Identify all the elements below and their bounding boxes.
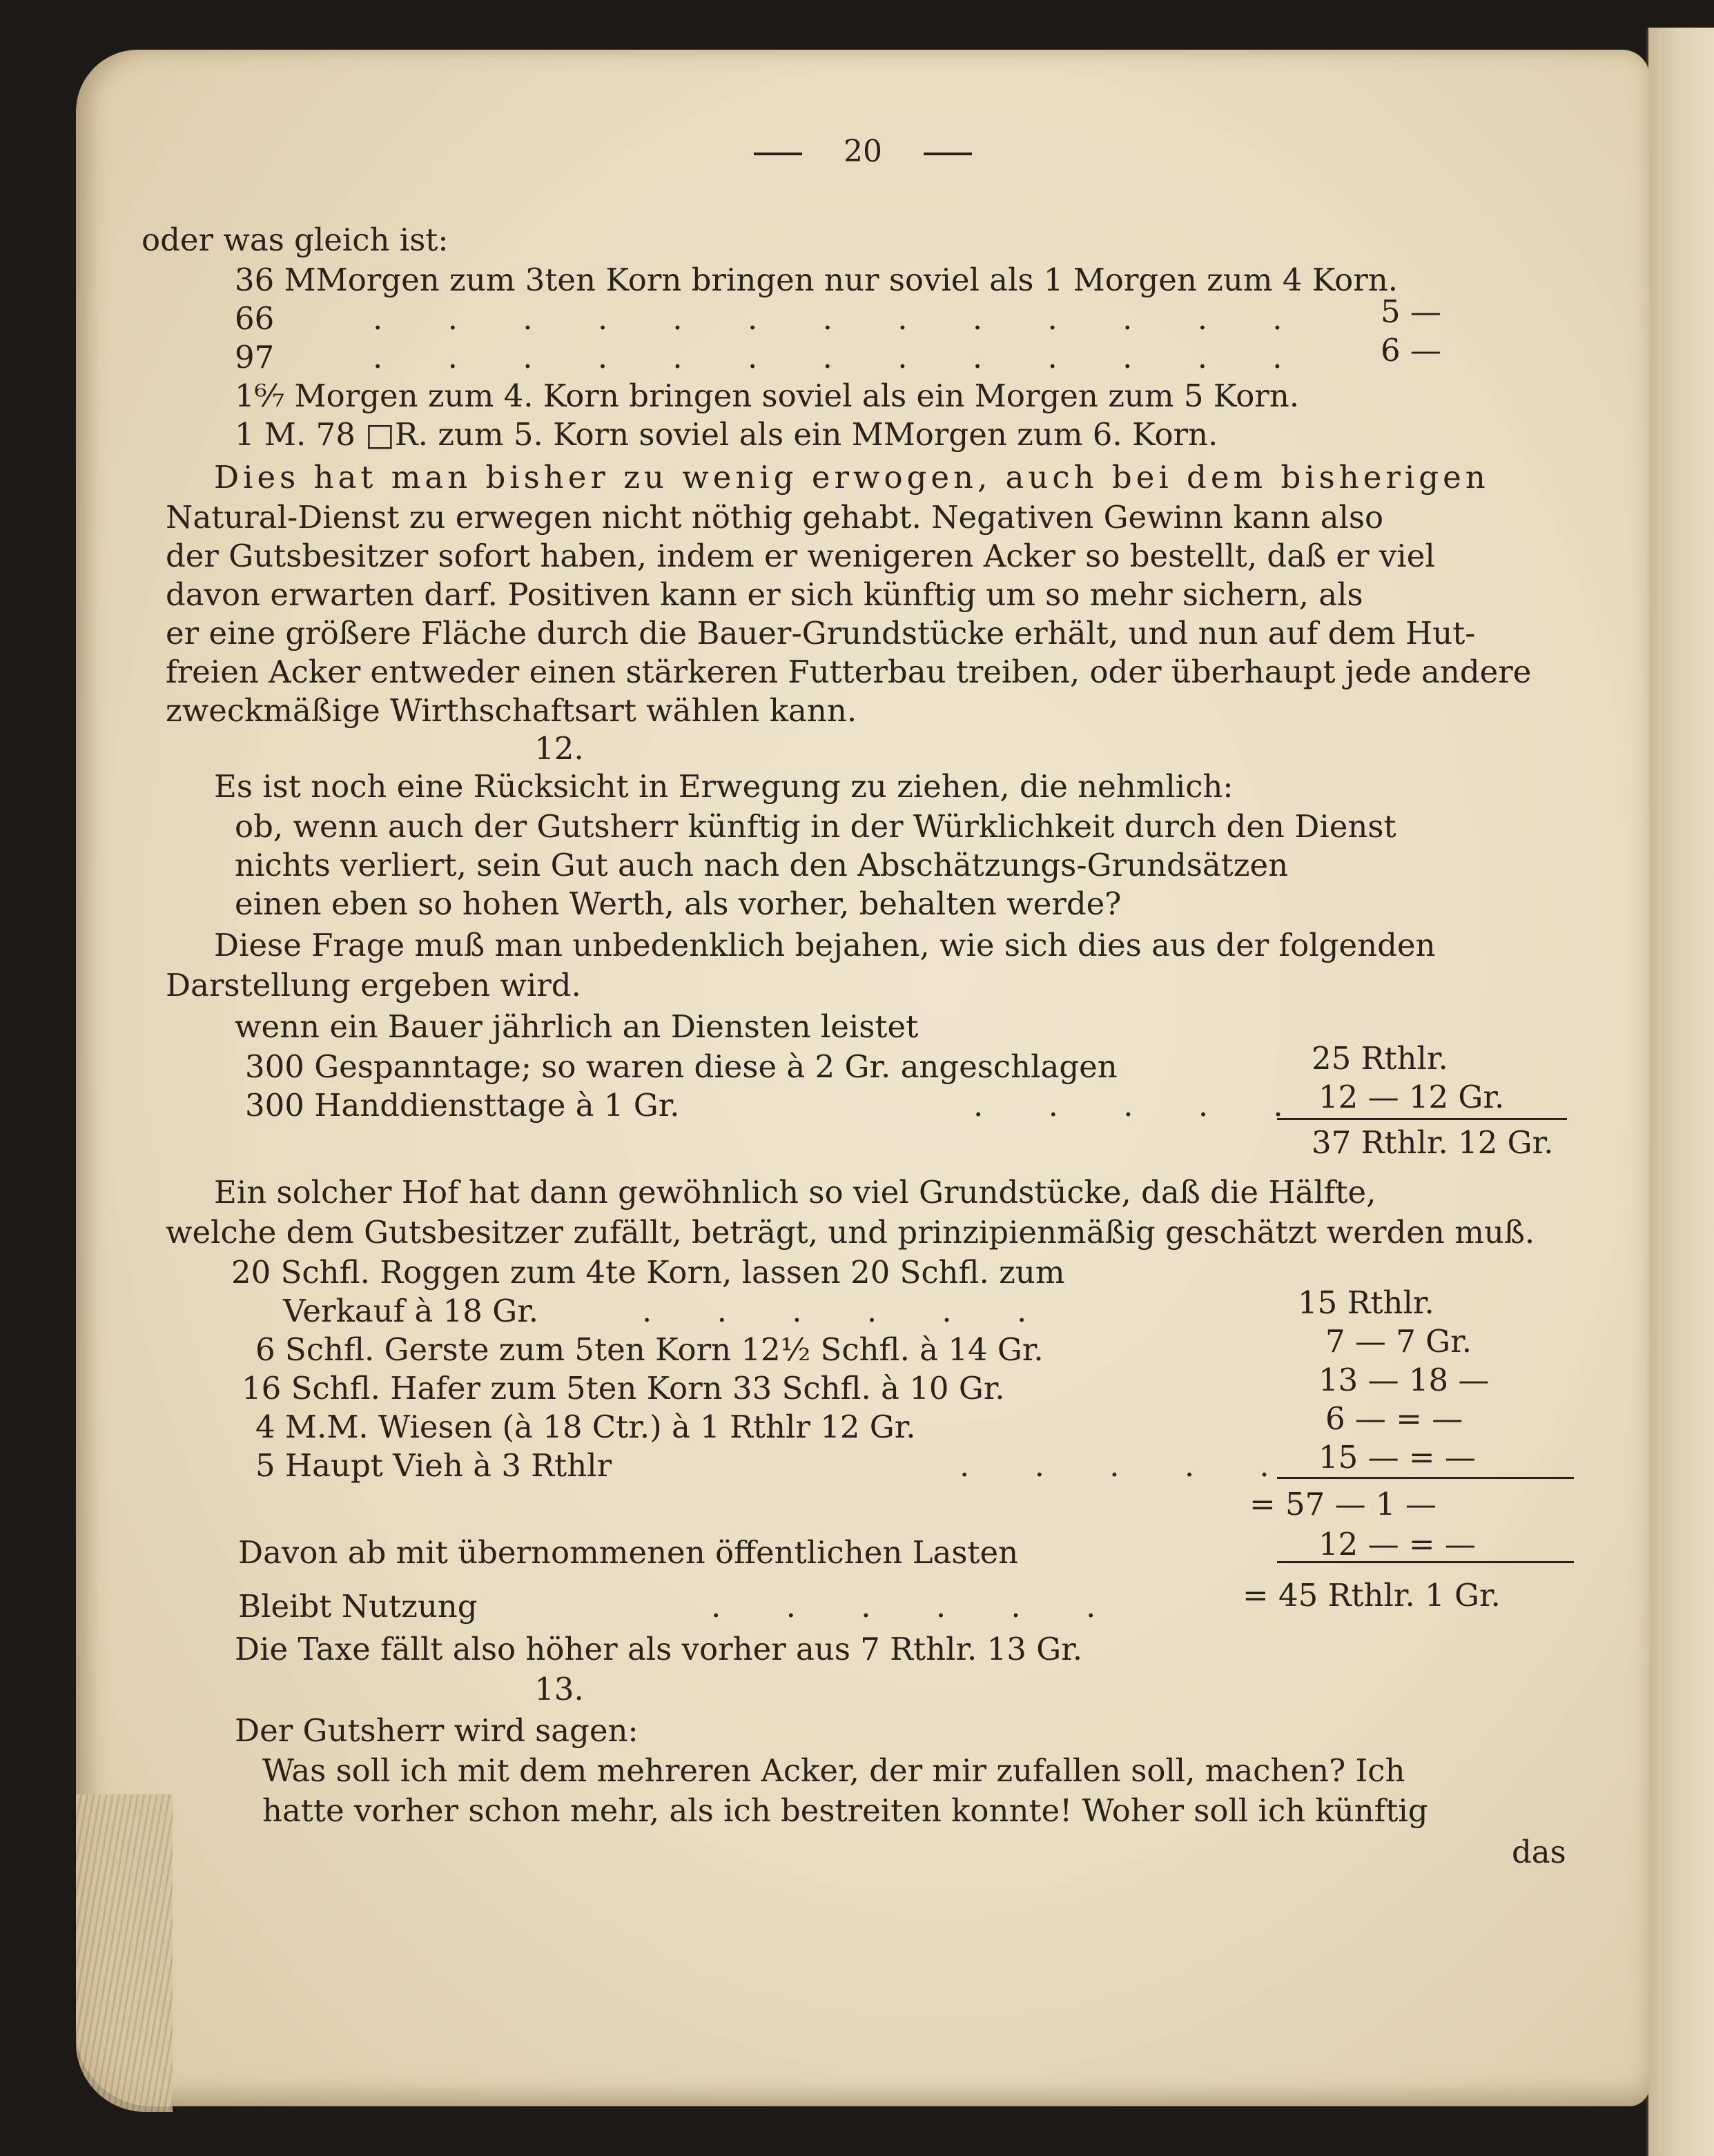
leader-dots: . . . . . xyxy=(960,1447,1297,1484)
text-line: 5 — xyxy=(1381,293,1441,330)
table-row-label: 6 Schfl. Gerste zum 5ten Korn 12½ Schfl. à 14 Gr. xyxy=(255,1331,1044,1368)
text-line: oder was gleich ist: xyxy=(142,222,449,258)
text-line: hatte vorher schon mehr, als ich bestreiten konnte! Woher soll ich künftig xyxy=(262,1792,1428,1829)
leader-dots: . . . . . . xyxy=(711,1588,1124,1625)
table-row-label: 16 Schfl. Hafer zum 5ten Korn 33 Schfl. à 10 Gr. xyxy=(242,1370,1005,1407)
leader-dots: . . . . . . . . . . . . . xyxy=(373,339,1310,375)
leader-dots: . . . . . xyxy=(973,1087,1311,1124)
leader-dots: . . . . . . . . . . . . . xyxy=(373,300,1310,337)
text-line: freien Acker entweder einen stärkeren Futterbau treiben, oder überhaupt jede andere xyxy=(166,654,1532,690)
table-row-value: 15 Rthlr. xyxy=(1298,1284,1434,1321)
text-line: Dies hat man bisher zu wenig erwogen, auch bei dem bisherigen xyxy=(214,459,1490,496)
table-row-value: 25 Rthlr. xyxy=(1312,1040,1448,1077)
text-line: davon erwarten darf. Positiven kann er sich künftig um so mehr sichern, als xyxy=(166,576,1363,613)
text-line: Der Gutsherr wird sagen: xyxy=(235,1712,639,1749)
text-line: Die Taxe fällt also höher als vorher aus 7 Rthlr. 13 Gr. xyxy=(235,1631,1083,1667)
text-line: 1 M. 78 □R. zum 5. Korn soviel als ein MMorgen zum 6. Korn. xyxy=(235,416,1218,453)
text-line: Diese Frage muß man unbedenklich bejahen, wie sich dies aus der folgenden xyxy=(214,927,1436,963)
table-net-value: = 45 Rthlr. 1 Gr. xyxy=(1243,1577,1501,1614)
text-line: er eine größere Fläche durch die Bauer-Grundstücke erhält, und nun auf dem Hut- xyxy=(166,615,1476,651)
sum-rule xyxy=(1277,1561,1574,1563)
text-line: 1⁶⁄₇ Morgen zum 4. Korn bringen soviel als ein Morgen zum 5 Korn. xyxy=(235,378,1300,414)
table-total: 37 Rthlr. 12 Gr. xyxy=(1312,1124,1554,1161)
text-line: Ein solcher Hof hat dann gewöhnlich so viel Grundstücke, daß die Hälfte, xyxy=(214,1174,1376,1211)
facing-page-edge xyxy=(1646,28,1714,2156)
page-number-line xyxy=(76,133,1650,171)
table-row-value: 7 — 7 Gr. xyxy=(1325,1323,1472,1360)
sum-rule xyxy=(1277,1118,1567,1120)
text-line: 97 xyxy=(235,339,275,375)
text-line: einen eben so hohen Werth, als vorher, behalten werde? xyxy=(235,885,1122,922)
table-row-label: 4 M.M. Wiesen (à 18 Ctr.) à 1 Rthlr 12 Gr. xyxy=(255,1409,916,1445)
text-line: Darstellung ergeben wird. xyxy=(166,967,581,1003)
table-row-label: Verkauf à 18 Gr. xyxy=(283,1293,539,1329)
text-line: der Gutsbesitzer sofort haben, indem er wenigeren Acker so bestellt, daß er viel xyxy=(166,538,1435,574)
table-row-label: Davon ab mit übernommenen öffentlichen Lasten xyxy=(238,1534,1019,1571)
catchword: das xyxy=(1512,1834,1566,1870)
text-line: 6 — xyxy=(1381,332,1441,369)
table-row-label: Bleibt Nutzung xyxy=(238,1588,478,1625)
table-row-label: 300 Handdiensttage à 1 Gr. xyxy=(245,1087,680,1124)
text-line: Was soll ich mit dem mehreren Acker, der mir zufallen soll, machen? Ich xyxy=(262,1752,1405,1789)
text-line: 36 MMorgen zum 3ten Korn bringen nur soviel als 1 Morgen zum 4 Korn. xyxy=(235,262,1399,298)
table-row-value: 6 — = — xyxy=(1325,1400,1463,1437)
table-row-label: 300 Gespanntage; so waren diese à 2 Gr. angeschlagen xyxy=(245,1048,1118,1085)
table-row-value: 13 — 18 — xyxy=(1318,1362,1490,1398)
section-number: 12. xyxy=(534,730,584,767)
text-line: zweckmäßige Wirthschaftsart wählen kann. xyxy=(166,692,857,729)
table-row-value: 12 — 12 Gr. xyxy=(1318,1079,1505,1115)
leader-dots: . . . . . . xyxy=(642,1293,1055,1329)
page-edge-texture xyxy=(76,1794,173,2112)
sum-rule xyxy=(1277,1477,1574,1479)
section-number: 13. xyxy=(534,1671,584,1707)
table-row-label: 20 Schfl. Roggen zum 4te Korn, lassen 20 Schfl. zum xyxy=(231,1254,1065,1291)
text-line: wenn ein Bauer jährlich an Diensten leistet xyxy=(235,1008,919,1045)
page-number: 20 xyxy=(844,134,882,169)
text-line: Es ist noch eine Rücksicht in Erwegung zu ziehen, die nehmlich: xyxy=(214,768,1234,805)
text-line: welche dem Gutsbesitzer zufällt, beträgt, und prinzipienmäßig geschätzt werden muß. xyxy=(166,1214,1535,1251)
book-page xyxy=(76,50,1650,2106)
text-line: Natural-Dienst zu erwegen nicht nöthig gehabt. Negativen Gewinn kann also xyxy=(166,499,1384,536)
table-sum: = 57 — 1 — xyxy=(1249,1486,1437,1522)
table-row-value: 15 — = — xyxy=(1318,1439,1476,1476)
table-row-label: 5 Haupt Vieh à 3 Rthlr xyxy=(255,1447,612,1484)
text-line: ob, wenn auch der Gutsherr künftig in der Würklichkeit durch den Dienst xyxy=(235,808,1396,845)
text-line: 66 xyxy=(235,300,275,337)
table-row-value: 12 — = — xyxy=(1318,1526,1476,1562)
text-line: nichts verliert, sein Gut auch nach den Abschätzungs-Grundsätzen xyxy=(235,847,1289,883)
